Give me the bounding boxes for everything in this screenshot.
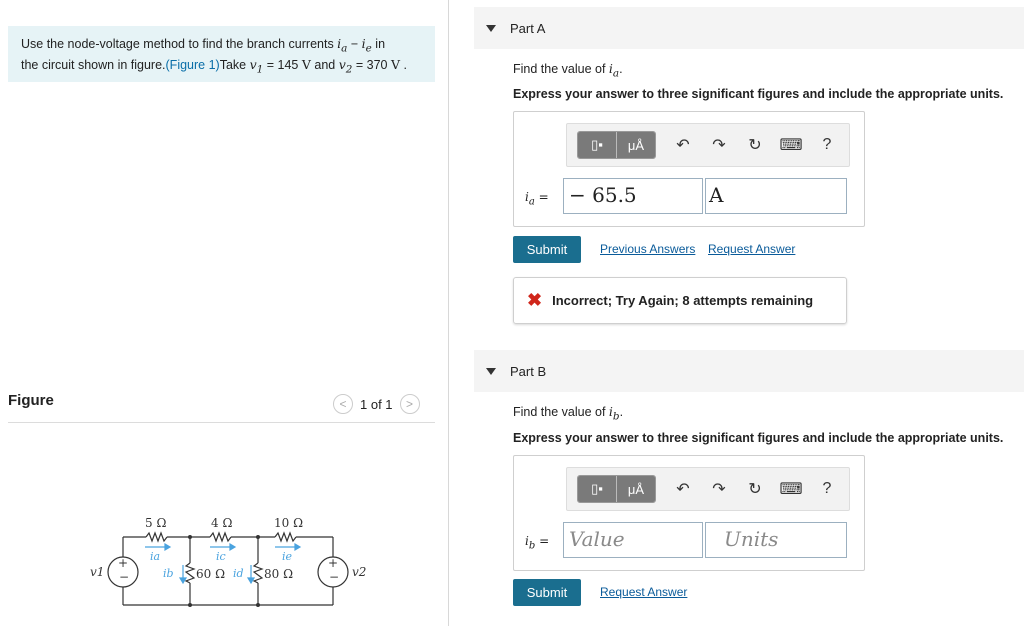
v2-label: v2 (352, 565, 367, 579)
units-button[interactable]: μÅ (616, 476, 655, 502)
ic-label: ic (216, 550, 226, 563)
figure-link[interactable]: (Figure 1) (165, 57, 220, 72)
part-a-request-answer-link[interactable]: Request Answer (708, 242, 796, 256)
template-button[interactable]: ▯▪ (578, 476, 616, 502)
part-b-units-input[interactable]: Units (705, 522, 847, 558)
next-figure-button[interactable]: > (400, 394, 420, 414)
previous-answers-link[interactable]: Previous Answers (600, 242, 696, 256)
part-b-variable-label: $i_b$ = (525, 534, 550, 552)
v2-plus: + (328, 556, 339, 570)
undo-icon[interactable]: ↶ (676, 481, 690, 498)
circuit-diagram (90, 505, 380, 615)
redo-icon[interactable]: ↷ (712, 137, 726, 154)
collapse-caret-icon[interactable] (486, 368, 496, 375)
reset-icon[interactable]: ↻ (748, 137, 762, 154)
part-a-answer-box (513, 111, 865, 227)
id-label: id (233, 567, 244, 580)
v1-plus: + (118, 556, 129, 570)
reset-icon[interactable]: ↻ (748, 481, 762, 498)
template-button[interactable]: ▯▪ (578, 132, 616, 158)
collapse-caret-icon[interactable] (486, 25, 496, 32)
part-a-instruction: Express your answer to three significant figures and include the appropriate units. (513, 87, 1004, 101)
panel-divider (448, 0, 449, 626)
part-a-title: Part A (510, 20, 546, 36)
part-a-submit-button[interactable]: Submit (513, 236, 581, 263)
incorrect-x-icon: ✖ (527, 290, 543, 310)
part-b-question: Find the value of $i_b$. (513, 404, 624, 423)
prev-figure-button[interactable]: < (333, 394, 353, 414)
figure-pager (333, 394, 420, 414)
part-b-submit-button[interactable]: Submit (513, 579, 581, 606)
part-b-answer-box (513, 455, 865, 571)
math-toolbar (566, 467, 850, 511)
part-b-instruction: Express your answer to three significant figures and include the appropriate units. (513, 431, 1004, 445)
ie-label: ie (282, 550, 293, 563)
units-button[interactable]: μÅ (616, 132, 655, 158)
feedback-message: ✖ Incorrect; Try Again; 8 attempts remaining (513, 277, 847, 324)
problem-panel (0, 0, 448, 626)
keyboard-icon[interactable]: ⌨ (779, 481, 803, 498)
part-b-header[interactable] (474, 350, 1024, 392)
part-a-question: Find the value of $i_a$. (513, 61, 623, 80)
r4-label: 60 Ω (196, 567, 226, 581)
part-a-units-input[interactable]: A (705, 178, 847, 214)
math-toolbar (566, 123, 850, 167)
ia-label: ia (150, 550, 161, 563)
part-a-value-input[interactable]: − 65.5 (563, 178, 703, 214)
problem-statement: Use the node-voltage method to find the branch currents $i_a - i_e$ in the circuit shown in figure.(Figure 1)Take $v_1 = 145$ V and $v_2 = 370$ V . (8, 26, 435, 82)
part-b-request-answer-link[interactable]: Request Answer (600, 585, 688, 599)
part-a-variable-label: $i_a$ = (525, 190, 549, 208)
v1-minus: − (119, 570, 130, 584)
r3-label: 10 Ω (274, 516, 304, 530)
keyboard-icon[interactable]: ⌨ (779, 137, 803, 154)
r5-label: 80 Ω (264, 567, 294, 581)
help-icon[interactable]: ? (822, 480, 832, 497)
r2-label: 4 Ω (211, 516, 233, 530)
r1-label: 5 Ω (145, 516, 167, 530)
v1-label: v1 (90, 565, 105, 579)
ib-label: ib (163, 567, 174, 580)
part-b-value-input[interactable]: Value (563, 522, 703, 558)
part-a-header[interactable] (474, 7, 1024, 49)
undo-icon[interactable]: ↶ (676, 137, 690, 154)
v2-minus: − (329, 570, 340, 584)
figure-divider (8, 422, 435, 423)
help-icon[interactable]: ? (822, 136, 832, 153)
figure-count: 1 of 1 (360, 396, 393, 412)
redo-icon[interactable]: ↷ (712, 481, 726, 498)
part-b-title: Part B (510, 363, 547, 379)
figure-heading: Figure (8, 392, 54, 409)
